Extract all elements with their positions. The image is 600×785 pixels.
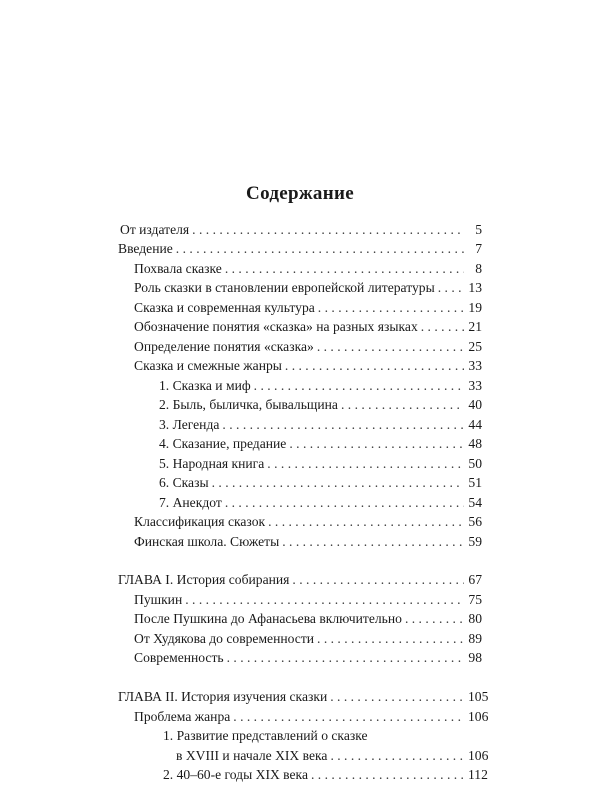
toc-entry[interactable] [0, 395, 600, 415]
dot-leader [341, 395, 464, 415]
dot-leader [318, 298, 464, 318]
toc-entry-page: 5 [475, 222, 482, 237]
toc-entry-label: Определение понятия «сказка» [134, 337, 317, 357]
toc-entry-label: От издателя [120, 220, 192, 240]
dot-leader [225, 493, 464, 513]
toc-chapter-entry[interactable] [0, 570, 600, 590]
toc-entry-page: 50 [468, 455, 482, 471]
toc-entry-label: Проблема жанра [134, 707, 233, 727]
toc-entry-page: 106 [468, 747, 489, 763]
toc-entry-label: Финская школа. Сюжеты [134, 532, 282, 552]
toc-entry[interactable] [0, 356, 600, 376]
toc-entry-page: 21 [468, 319, 482, 334]
dot-leader [311, 765, 464, 785]
page-title: Содержание [246, 183, 354, 204]
dot-leader [317, 629, 464, 649]
toc-entry-page: 54 [468, 494, 482, 510]
toc-entry-label: После Пушкина до Афанасьева включительно [134, 609, 405, 629]
dot-leader [185, 590, 464, 610]
toc-entry[interactable] [0, 493, 600, 513]
dot-leader [289, 434, 464, 454]
toc-entry[interactable] [0, 532, 600, 552]
toc-chapter-entry[interactable] [0, 687, 600, 707]
toc-entry[interactable] [0, 415, 600, 435]
dot-leader [330, 746, 464, 766]
toc-entry-continuation[interactable] [0, 746, 600, 766]
toc-entry-label: 2. 40–60-е годы XIX века [163, 765, 311, 785]
toc-entry-page: 19 [468, 299, 482, 315]
toc-entry-page: 80 [468, 611, 482, 626]
dot-leader [330, 687, 464, 707]
toc-entry-page: 13 [468, 280, 482, 295]
toc-entry-page: 7 [475, 241, 482, 256]
toc-entry[interactable] [0, 376, 600, 396]
toc-entry-label: 3. Легенда [159, 415, 222, 435]
toc-entry-page: 59 [468, 533, 482, 549]
toc-entry-page: 8 [475, 260, 482, 276]
toc-entry[interactable] [0, 473, 600, 493]
toc-entry-page: 44 [468, 416, 482, 432]
toc-entry-page: 25 [468, 338, 482, 354]
toc-entry-page: 106 [468, 708, 489, 724]
toc-entry-page: 105 [468, 689, 489, 704]
dot-leader [405, 609, 464, 629]
toc-entry[interactable] [0, 337, 600, 357]
dot-leader [268, 512, 464, 532]
toc-entry-label: 5. Народная книга [159, 454, 267, 474]
toc-entry-label: 1. Сказка и миф [159, 376, 254, 396]
toc-entry[interactable] [0, 220, 600, 240]
toc-entry-label: Классификация сказок [134, 512, 268, 532]
toc-entry-page: 33 [468, 358, 482, 373]
dot-leader [192, 220, 464, 240]
toc-entry-label: Введение [118, 239, 176, 259]
toc-entry-page: 112 [468, 767, 488, 782]
toc-entry-label: 6. Сказы [159, 473, 212, 493]
dot-leader [282, 532, 464, 552]
toc-entry-label: Пушкин [134, 590, 185, 610]
dot-leader [176, 239, 464, 259]
toc-entry[interactable] [0, 298, 600, 318]
toc-entry[interactable] [0, 590, 600, 610]
toc-entry[interactable] [0, 454, 600, 474]
toc-entry-page: 56 [468, 514, 482, 529]
toc-entry-label: Похвала сказке [134, 259, 225, 279]
toc-entry-page: 67 [468, 572, 482, 587]
toc-entry-label: Сказка и смежные жанры [134, 356, 285, 376]
dot-leader [222, 415, 464, 435]
toc-entry-page: 98 [468, 650, 482, 665]
dot-leader [421, 317, 464, 337]
toc-entry-page: 75 [468, 591, 482, 607]
toc-entry[interactable] [0, 259, 600, 279]
dot-leader [285, 356, 464, 376]
toc-entry[interactable] [0, 648, 600, 668]
toc-entry-label: Обозначение понятия «сказка» на разных языках [134, 317, 421, 337]
toc-entry-page [371, 728, 375, 743]
toc-entry[interactable] [0, 609, 600, 629]
dot-leader [254, 376, 464, 396]
toc-entry-label: Сказка и современная культура [134, 298, 318, 318]
toc-entry[interactable] [0, 278, 600, 298]
toc-entry-label: Современность [134, 648, 227, 668]
toc-entry-label: От Худякова до современности [134, 629, 317, 649]
toc-entry[interactable] [0, 317, 600, 337]
toc-entry[interactable] [0, 629, 600, 649]
toc-entry-label: 1. Развитие представлений о сказке [163, 728, 371, 743]
dot-leader [292, 570, 464, 590]
toc-entry-label: ГЛАВА I. История собирания [118, 570, 292, 590]
toc-entry-page: 48 [468, 436, 482, 451]
dot-leader [317, 337, 464, 357]
dot-leader [225, 259, 464, 279]
dot-leader [233, 707, 464, 727]
toc-entry-label: 7. Анекдот [159, 493, 225, 513]
toc-entry-page: 33 [468, 377, 482, 393]
toc-entry-page: 40 [468, 397, 482, 412]
toc-entry-page: 51 [468, 475, 482, 490]
dot-leader [438, 278, 464, 298]
toc-entry[interactable] [0, 726, 600, 746]
toc-entry-label: ГЛАВА II. История изучения сказки [118, 687, 330, 707]
toc-entry[interactable] [0, 434, 600, 454]
toc-entry[interactable] [0, 512, 600, 532]
dot-leader [267, 454, 464, 474]
dot-leader [227, 648, 464, 668]
toc-entry-page: 89 [468, 630, 482, 646]
toc-entry[interactable] [0, 707, 600, 727]
dot-leader [212, 473, 464, 493]
toc-entry[interactable] [0, 239, 600, 259]
toc-entry-label: 2. Быль, быличка, бывальщина [159, 395, 341, 415]
toc-entry-label: Роль сказки в становлении европейской литературы [134, 278, 438, 298]
toc-entry[interactable] [0, 765, 600, 785]
toc-entry-label: в XVIII и начале XIX века [176, 746, 330, 766]
toc-entry-label: 4. Сказание, предание [159, 434, 289, 454]
